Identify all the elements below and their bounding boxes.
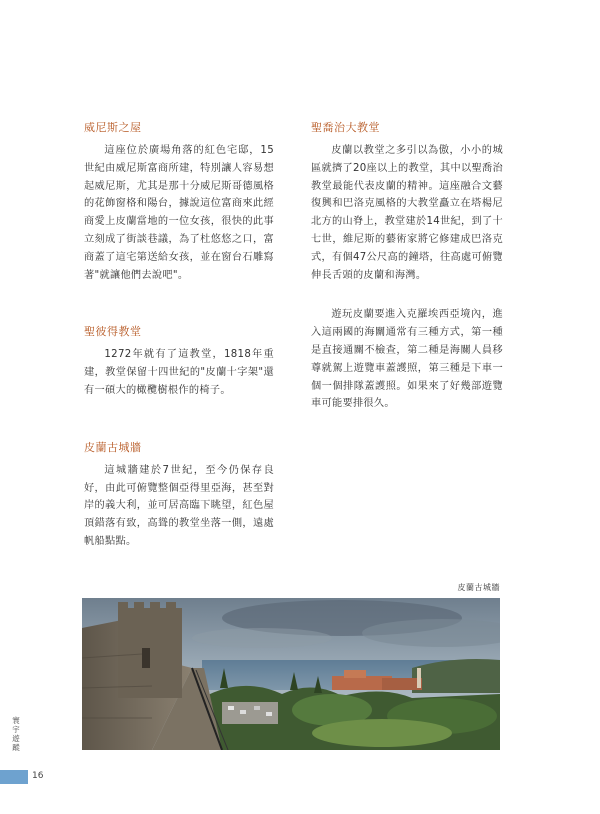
section-body: 1272年就有了這教堂，1818年重建，教堂保留十四世紀的"皮蘭十字架"還有一碩大的橄欖樹根作的椅子。 [84, 349, 274, 396]
section-body: 這座位於廣場角落的紅色宅邸，15世紀由威尼斯富商所建，特別讓人容易想起威尼斯，尤其是那十分威尼斯哥德風格的花飾窗格和陽台，據說這位富商來此經商愛上皮蘭當地的一位女孩，很快的此事立刻成了街談巷議，為了杜悠悠之口，富商蓋了這宅第送給女孩，並在窗台石雕寫著"就讓他們去說吧"。 [84, 145, 274, 281]
left-column [84, 120, 274, 551]
section-piran-city-walls [84, 440, 274, 551]
page-number: 16 [32, 771, 44, 781]
section-heading: 威尼斯之屋 [84, 121, 142, 134]
section-venetian-house [84, 120, 274, 284]
section-heading: 皮蘭古城牆 [84, 440, 142, 454]
magazine-section-label: 寰宇遊蹤 [12, 716, 20, 752]
page-number-bar [0, 770, 28, 784]
section-body: 這城牆建於7世紀，至今仍保存良好，由此可俯覽整個亞得里亞海，甚至對岸的義大利，並可居高臨下眺望，紅色屋頂錯落有致，高聳的教堂坐落一側，遠處帆船點點。 [84, 464, 274, 547]
section-heading: 聖喬治大教堂 [311, 121, 380, 134]
section-body: 皮蘭以教堂之多引以為傲，小小的城區就擠了20座以上的教堂，其中以聖喬治教堂最能代表皮蘭的精神。這座融合文藝復興和巴洛克風格的大教堂矗立在塔楊尼北方的山脊上，教堂建於14世紀，到了十七世，維尼斯的藝術家將它修建成巴洛克式，有個47公尺高的鐘塔，往高處可俯覽伸長舌頭的皮蘭和海灣。 [311, 145, 503, 281]
border-crossing-paragraph: 遊玩皮蘭要進入克羅埃西亞境內，進入這兩國的海關通常有三種方式，第一種是直接通關不檢查，第二種是海關人員移尊就駕上遊覽車蓋護照，第三種是下車一個一個排隊蓋護照。如果來了好幾部遊覽車可能要排很久。 [311, 309, 503, 410]
section-st-george-cathedral [311, 120, 503, 284]
right-column [311, 120, 503, 413]
section-st-peter-church [84, 324, 274, 399]
city-wall-photo [82, 598, 500, 750]
section-heading: 聖彼得教堂 [84, 325, 142, 339]
photo-caption: 皮蘭古城牆 [457, 583, 500, 592]
